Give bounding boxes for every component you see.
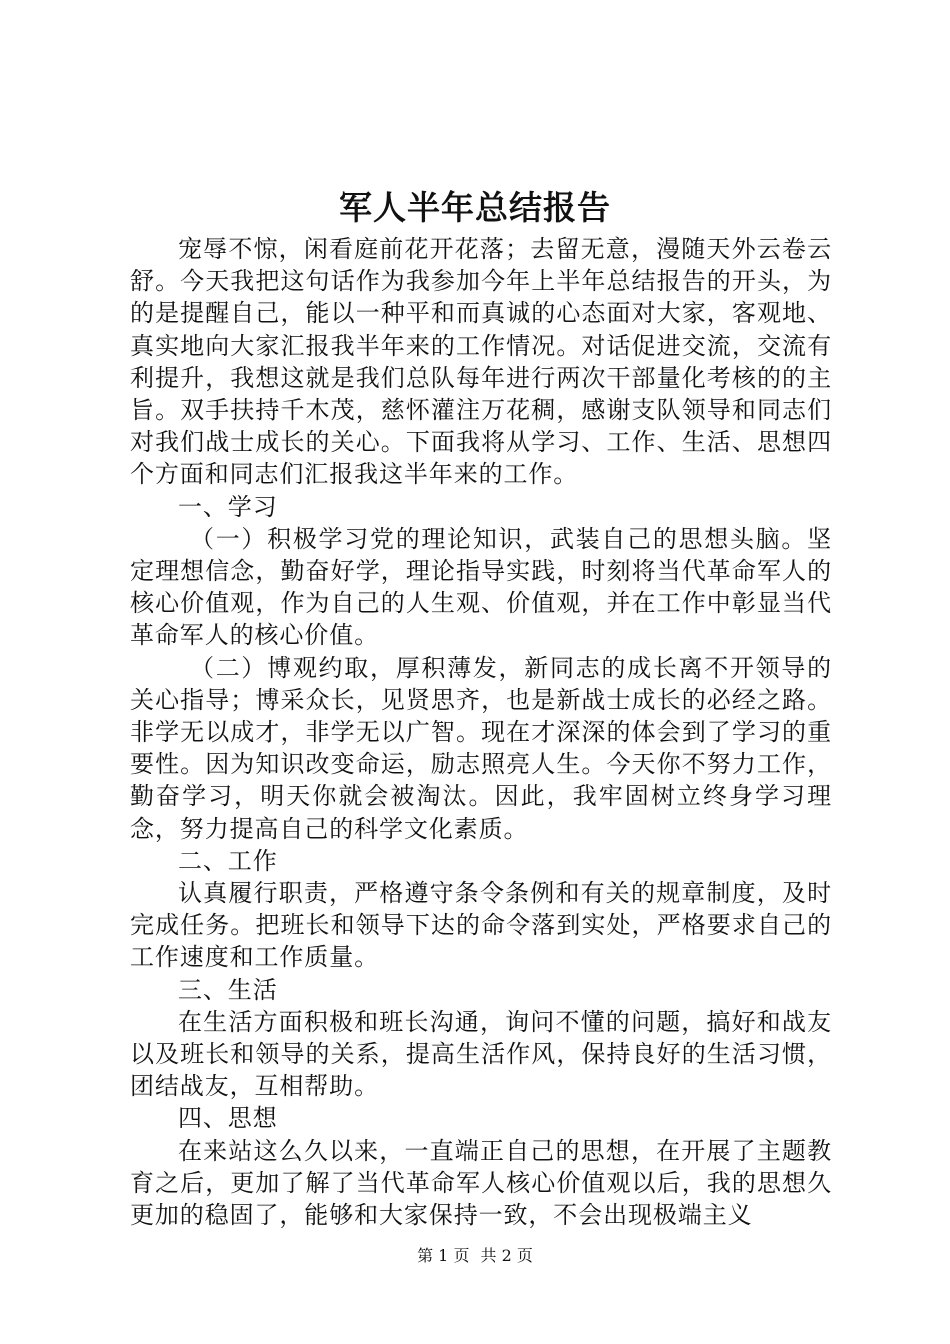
section-heading-study: 一、学习	[178, 492, 278, 521]
thought-paragraph: 在来站这么久以来，一直端正自己的思想，在开展了主题教育之后，更加了解了当代革命军人核心价值观以后，我的思想久更加的稳固了，能够和大家保持一致，不会出现极端主义	[130, 1136, 832, 1230]
life-paragraph: 在生活方面积极和班长沟通，询问不懂的问题，搞好和战友以及班长和领导的关系，提高生活作风，保持良好的生活习惯，团结战友，互相帮助。	[130, 1007, 832, 1101]
document-body	[130, 233, 832, 1231]
section-heading-life: 三、生活	[178, 975, 278, 1004]
study-paragraph-1: （一）积极学习党的理论知识，武装自己的思想头脑。坚定理想信念，勤奋好学，理论指导实践，时刻将当代革命军人的核心价值观，作为自己的人生观、价值观，并在工作中彰显当代革命军人的核心价值。	[130, 524, 832, 650]
document-title: 军人半年总结报告	[339, 188, 611, 227]
page-total: 共 2 页	[480, 1246, 533, 1265]
intro-paragraph: 宠辱不惊，闲看庭前花开花落；去留无意，漫随天外云卷云舒。今天我把这句话作为我参加今年上半年总结报告的开头，为的是提醒自己，能以一种平和而真诚的心态面对大家，客观地、真实地向大家汇报我半年来的工作情况。对话促进交流，交流有利提升，我想这就是我们总队每年进行两次干部量化考核的的主旨。双手扶持千木茂，慈怀灌注万花稠，感谢支队领导和同志们对我们战士成长的关心。下面我将从学习、工作、生活、思想四个方面和同志们汇报我这半年来的工作。	[130, 235, 832, 489]
page-footer	[0, 1245, 950, 1267]
work-paragraph: 认真履行职责，严格遵守条令条例和有关的规章制度，及时完成任务。把班长和领导下达的命令落到实处，严格要求自己的工作速度和工作质量。	[130, 879, 832, 972]
section-heading-thought: 四、思想	[178, 1104, 278, 1133]
section-heading-work: 二、工作	[178, 846, 278, 875]
page-number: 第 1 页	[417, 1246, 470, 1265]
study-paragraph-2: （二）博观约取，厚积薄发，新同志的成长离不开领导的关心指导；博采众长，见贤思齐，也是新战士成长的必经之路。非学无以成才，非学无以广智。现在才深深的体会到了学习的重要性。因为知识改变命运，励志照亮人生。今天你不努力工作，勤奋学习，明天你就会被淘汰。因此，我牢固树立终身学习理念，努力提高自己的科学文化素质。	[130, 653, 832, 843]
